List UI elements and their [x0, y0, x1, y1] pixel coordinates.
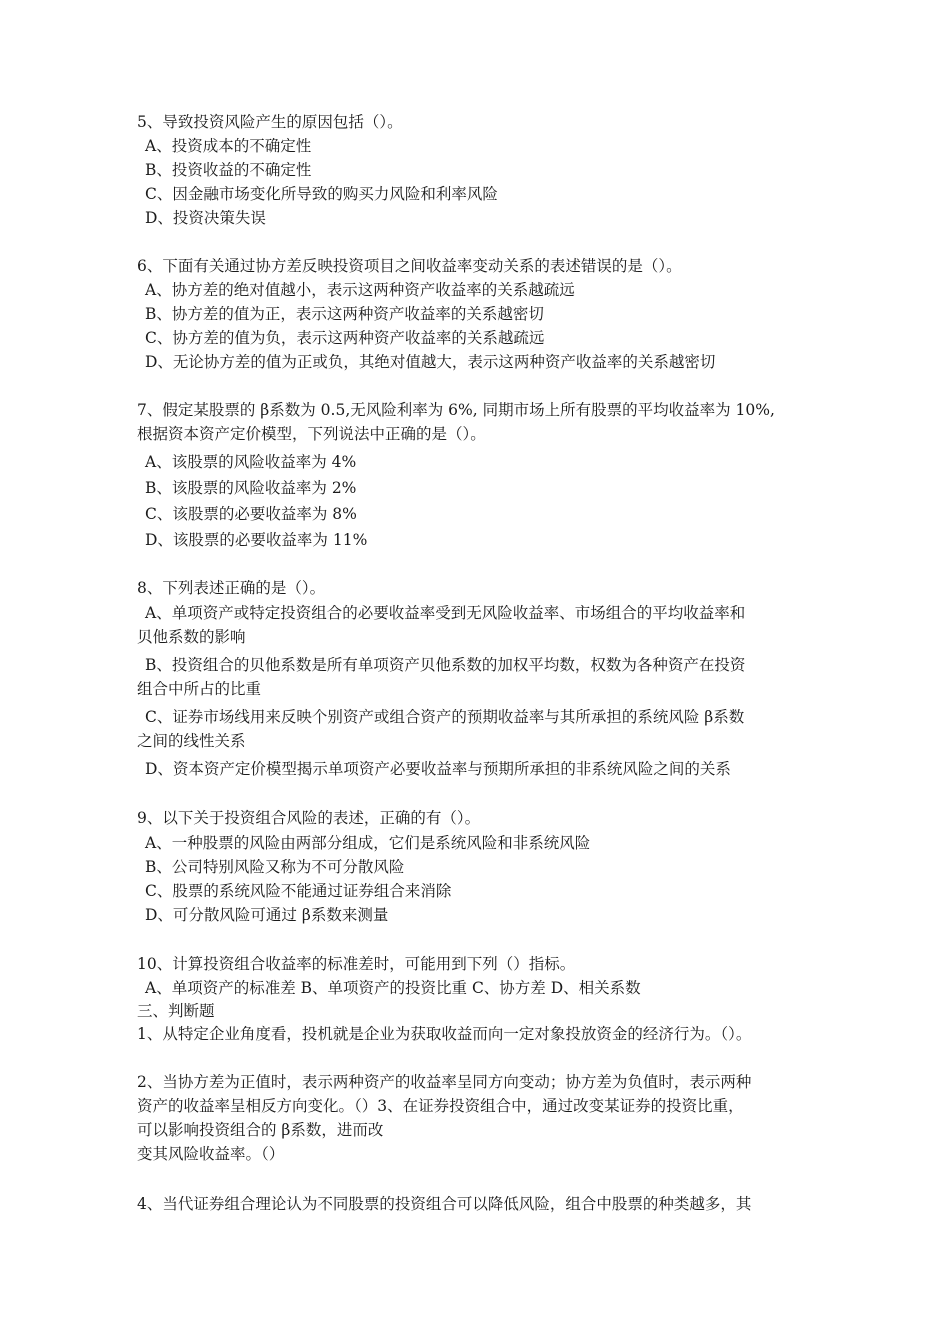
- question-8: 8、下列表述正确的是（）。: [137, 579, 326, 597]
- judgment-4: 4、当代证券组合理论认为不同股票的投资组合可以降低风险，组合中股票的种类越多，其: [137, 1195, 752, 1213]
- question-10: 10、计算投资组合收益率的标准差时，可能用到下列（）指标。: [137, 955, 576, 973]
- option-8c-line-2: 之间的线性关系: [137, 732, 246, 750]
- option-8d: D、资本资产定价模型揭示单项资产必要收益率与预期所承担的非系统风险之间的关系: [145, 760, 731, 778]
- option-10: A、单项资产的标准差 B、单项资产的投资比重 C、协方差 D、相关系数: [145, 979, 641, 997]
- option-9c: C、股票的系统风险不能通过证券组合来消除: [145, 882, 452, 900]
- option-8b-line-1: B、投资组合的贝他系数是所有单项资产贝他系数的加权平均数，权数为各种资产在投资: [145, 656, 746, 674]
- judgment-3-line-2: 变其风险收益率。（）: [137, 1145, 285, 1163]
- option-8a-line-2: 贝他系数的影响: [137, 628, 246, 646]
- option-6b: B、协方差的值为正，表示这两种资产收益率的关系越密切: [145, 305, 544, 323]
- question-6: 6、下面有关通过协方差反映投资项目之间收益率变动关系的表述错误的是（）。: [137, 257, 682, 275]
- option-7b: B、该股票的风险收益率为 2%: [145, 479, 357, 497]
- option-7a: A、该股票的风险收益率为 4%: [145, 453, 357, 471]
- judgment-2-line-2: 资产的收益率呈相反方向变化。（）3、在证券投资组合中，通过改变某证券的投资比重，: [137, 1097, 744, 1115]
- judgment-3-line-1: 可以影响投资组合的 β系数，进而改: [137, 1121, 384, 1139]
- option-9a: A、一种股票的风险由两部分组成，它们是系统风险和非系统风险: [145, 834, 591, 852]
- question-7-line-1: 7、假定某股票的 β系数为 0.5,无风险利率为 6%, 同期市场上所有股票的平均收益率为 10%,: [137, 401, 775, 419]
- question-7-line-2: 根据资本资产定价模型，下列说法中正确的是（）。: [137, 425, 486, 443]
- option-6a: A、协方差的绝对值越小，表示这两种资产收益率的关系越疏远: [145, 281, 575, 299]
- question-5: 5、导致投资风险产生的原因包括（）。: [137, 113, 403, 131]
- option-7d: D、该股票的必要收益率为 11%: [145, 531, 368, 549]
- option-5a: A、投资成本的不确定性: [145, 137, 312, 155]
- option-7c: C、该股票的必要收益率为 8%: [145, 505, 357, 523]
- judgment-1: 1、从特定企业角度看，投机就是企业为获取收益而向一定对象投放资金的经济行为。（）。: [137, 1025, 752, 1043]
- option-5b: B、投资收益的不确定性: [145, 161, 312, 179]
- option-8a-line-1: A、单项资产或特定投资组合的必要收益率受到无风险收益率、市场组合的平均收益率和: [145, 604, 746, 622]
- option-5c: C、因金融市场变化所导致的购买力风险和利率风险: [145, 185, 498, 203]
- option-6c: C、协方差的值为负，表示这两种资产收益率的关系越疏远: [145, 329, 545, 347]
- option-6d: D、无论协方差的值为正或负，其绝对值越大，表示这两种资产收益率的关系越密切: [145, 353, 716, 371]
- option-9b: B、公司特别风险又称为不可分散风险: [145, 858, 405, 876]
- question-9: 9、以下关于投资组合风险的表述，正确的有（）。: [137, 809, 481, 827]
- option-8b-line-2: 组合中所占的比重: [137, 680, 262, 698]
- section-heading-judgment: 三、判断题: [137, 1002, 215, 1020]
- option-8c-line-1: C、证券市场线用来反映个别资产或组合资产的预期收益率与其所承担的系统风险 β系数: [145, 708, 745, 726]
- option-5d: D、投资决策失误: [145, 209, 266, 227]
- judgment-2-line-1: 2、当协方差为正值时，表示两种资产的收益率呈同方向变动；协方差为负值时，表示两种: [137, 1073, 752, 1091]
- option-9d: D、可分散风险可通过 β系数来测量: [145, 906, 389, 924]
